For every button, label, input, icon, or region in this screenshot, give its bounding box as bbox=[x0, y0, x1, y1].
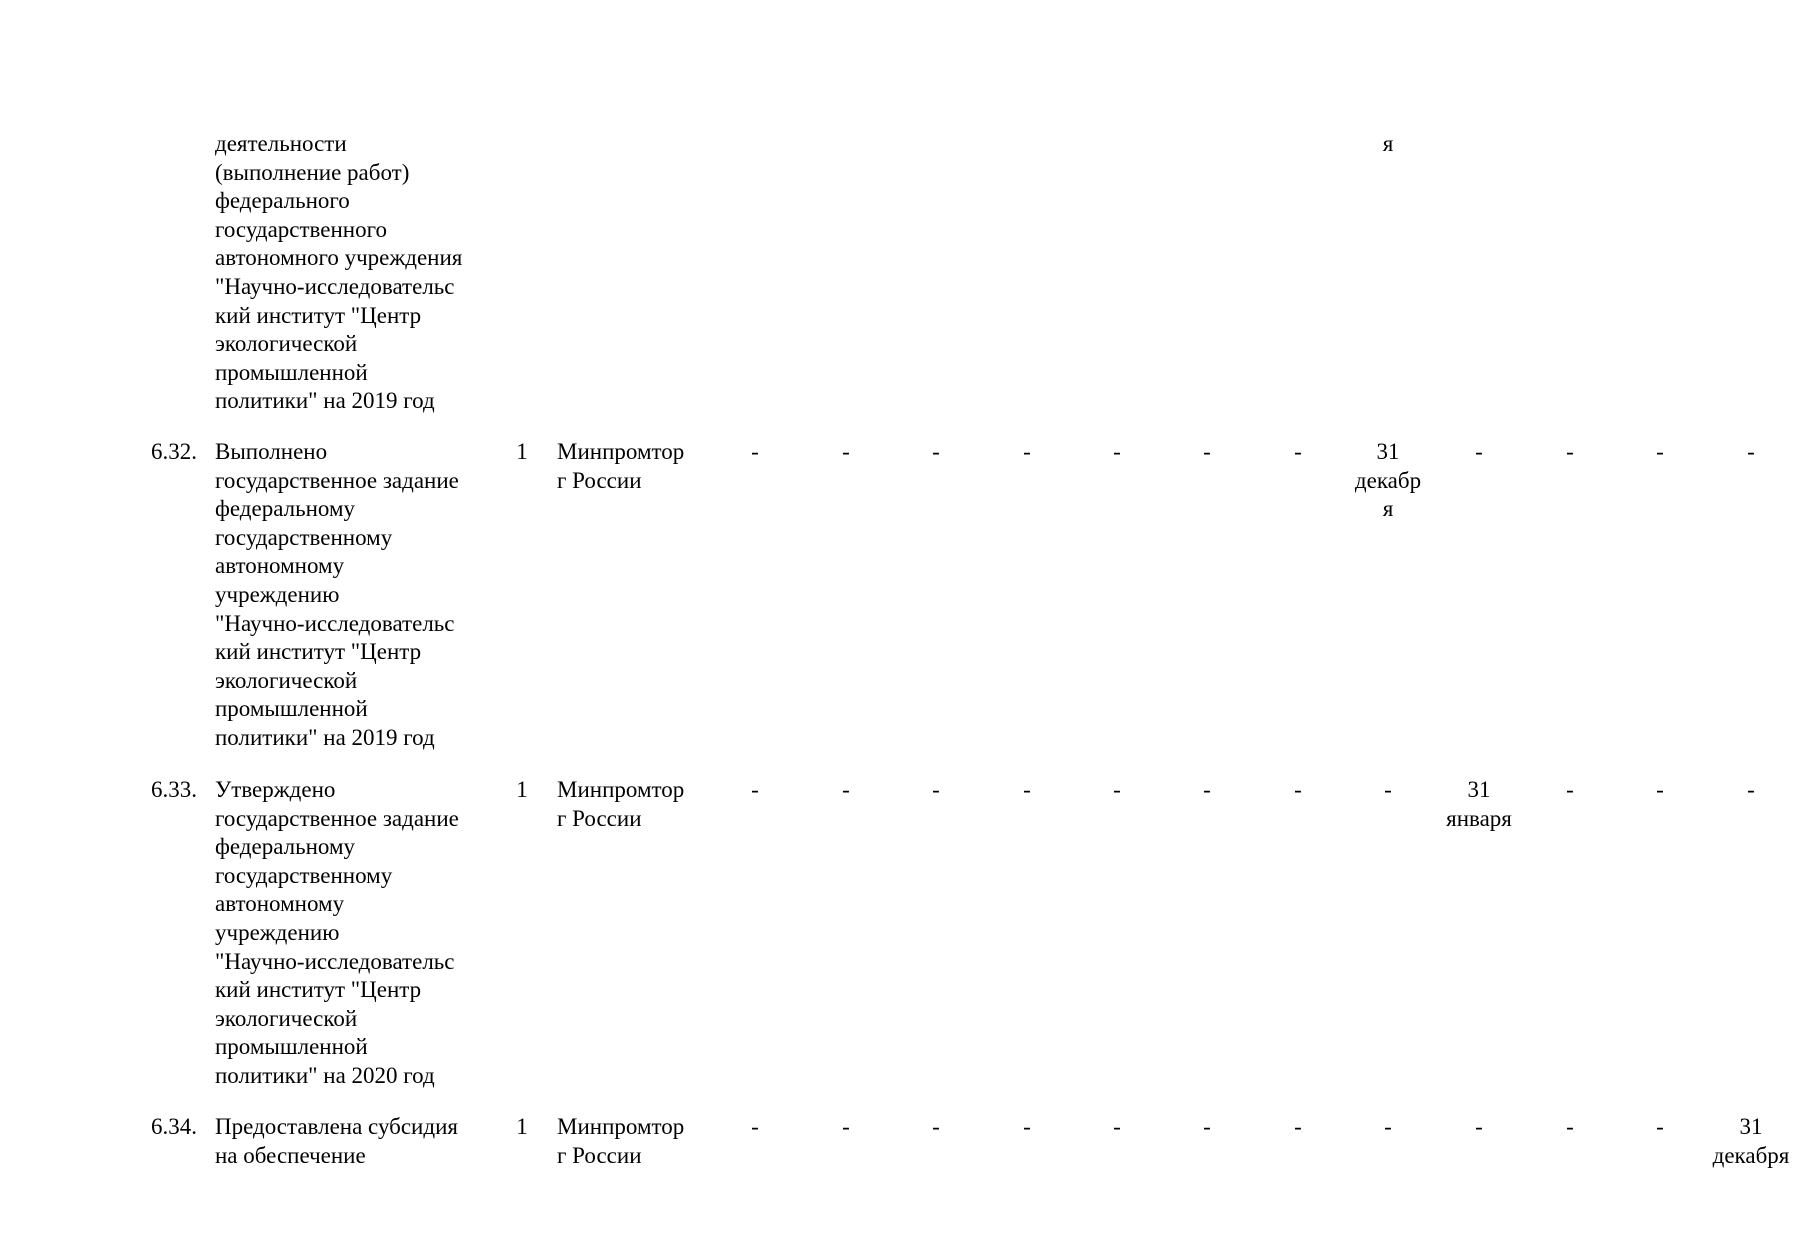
period-cell: - bbox=[1566, 777, 1574, 802]
period-cell: - bbox=[932, 439, 940, 464]
row-quantity: 1 bbox=[516, 777, 528, 802]
row-number: 6.32. bbox=[151, 439, 197, 464]
period-cell: - bbox=[1203, 439, 1211, 464]
row-number: 6.33. bbox=[151, 777, 197, 802]
period-cell: - bbox=[1475, 439, 1483, 464]
period-cell: - bbox=[1656, 1114, 1664, 1139]
period-cell: - bbox=[1203, 777, 1211, 802]
period-cell: - bbox=[751, 777, 759, 802]
row-quantity: 1 bbox=[516, 1114, 528, 1139]
period-cell: - bbox=[1294, 439, 1302, 464]
period-cell: - bbox=[1113, 777, 1121, 802]
period-cell: - bbox=[1566, 439, 1574, 464]
period-cell: - bbox=[842, 777, 850, 802]
period-cell: - bbox=[932, 1114, 940, 1139]
period-cell: - bbox=[1113, 1114, 1121, 1139]
period-cell: - bbox=[1475, 1114, 1483, 1139]
row-ministry: Минпромтор г России bbox=[557, 1114, 685, 1168]
row-name-continued: деятельности (выполнение работ) федерального государственного автономного учреждения "Научно-исследовательс кий институт "Центр экологической промышленной политики" на 2019 год bbox=[215, 131, 463, 414]
period-cell: я bbox=[1382, 131, 1394, 156]
period-cell: - bbox=[1566, 1114, 1574, 1139]
period-cell: - bbox=[1023, 777, 1031, 802]
period-cell: - bbox=[751, 439, 759, 464]
period-cell: - bbox=[1656, 439, 1664, 464]
row-ministry: Минпромтор г России bbox=[557, 777, 685, 831]
row-quantity: 1 bbox=[516, 439, 528, 464]
period-cell: - bbox=[1384, 1114, 1392, 1139]
period-cell: - bbox=[1113, 439, 1121, 464]
period-cell: - bbox=[1656, 777, 1664, 802]
period-cell: - bbox=[1294, 777, 1302, 802]
period-cell: 31 декабря bbox=[1712, 1114, 1790, 1168]
period-cell: - bbox=[1384, 777, 1392, 802]
period-cell: - bbox=[1294, 1114, 1302, 1139]
row-ministry: Минпромтор г России bbox=[557, 439, 685, 493]
period-cell: - bbox=[842, 439, 850, 464]
period-cell: 31 января bbox=[1446, 777, 1512, 831]
row-name: Утверждено государственное задание федеральному государственному автономному учреждению "Научно-исследовательс кий институт "Центр экологической промышленной политики" на 2020 год bbox=[215, 777, 459, 1088]
period-cell: - bbox=[1747, 439, 1755, 464]
row-name: Предоставлена субсидия на обеспечение bbox=[215, 1114, 458, 1168]
row-number: 6.34. bbox=[151, 1114, 197, 1139]
period-cell: 31 декабр я bbox=[1354, 439, 1422, 522]
period-cell: - bbox=[1747, 777, 1755, 802]
period-cell: - bbox=[842, 1114, 850, 1139]
period-cell: - bbox=[932, 777, 940, 802]
period-cell: - bbox=[751, 1114, 759, 1139]
row-name: Выполнено государственное задание федеральному государственному автономному учреждению "Научно-исследовательс кий институт "Центр экологической промышленной политики" на 2019 год bbox=[215, 439, 459, 750]
period-cell: - bbox=[1023, 1114, 1031, 1139]
period-cell: - bbox=[1203, 1114, 1211, 1139]
period-cell: - bbox=[1023, 439, 1031, 464]
